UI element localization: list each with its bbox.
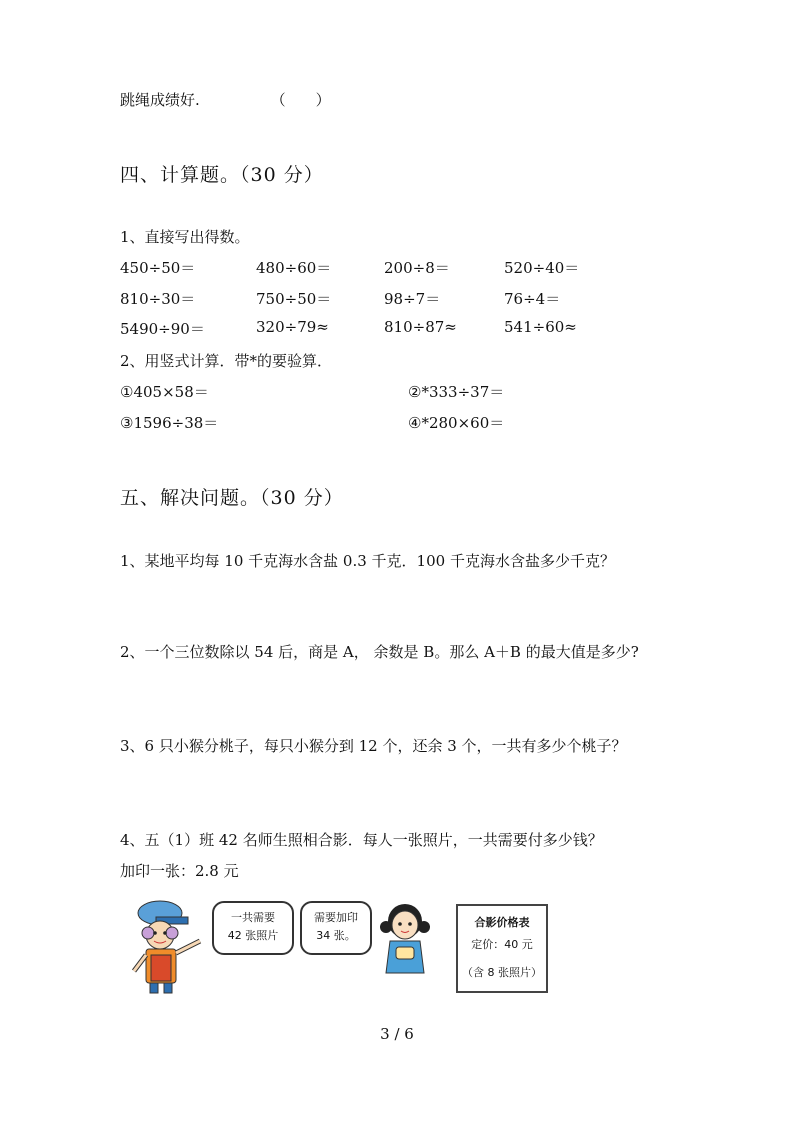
price-table-note: （含 8 张照片） <box>462 966 542 979</box>
girl-with-cap-figure <box>126 895 216 995</box>
bubble-line: 一共需要 <box>231 911 275 924</box>
bubble-line: 需要加印 <box>314 911 358 924</box>
direct-item: 520÷40＝ <box>504 259 580 277</box>
section5-q4-note: 加印一张：2.8 元 <box>120 862 239 880</box>
direct-item: 810÷87≈ <box>384 318 457 336</box>
price-table-price: 定价：40 元 <box>471 938 533 951</box>
section5-q4: 4、五（1）班 42 名师生照相合影．每人一张照片，一共需要付多少钱？ <box>120 831 603 849</box>
direct-item: 320÷79≈ <box>256 318 329 336</box>
speech-bubble-extra <box>300 901 372 955</box>
photo-illustration <box>126 893 556 998</box>
section4-q2-title: 2、用竖式计算．带*的要验算． <box>120 352 333 370</box>
price-table <box>456 904 548 993</box>
section4-q1-title: 1、直接写出得数。 <box>120 228 250 246</box>
vertical-item: ③1596÷38＝ <box>120 414 219 432</box>
direct-item: 98÷7＝ <box>384 290 441 308</box>
vertical-item: ②*333÷37＝ <box>408 383 505 401</box>
vertical-item: ④*280×60＝ <box>408 414 505 432</box>
answer-parentheses: （ ） <box>270 91 331 109</box>
direct-item: 5490÷90＝ <box>120 320 205 338</box>
direct-item: 750÷50＝ <box>256 290 332 308</box>
direct-item: 76÷4＝ <box>504 290 561 308</box>
section5-q1: 1、某地平均每 10 千克海水含盐 0.3 千克．100 千克海水含盐多少千克？ <box>120 552 615 570</box>
tail-text: 跳绳成绩好. <box>120 91 200 109</box>
direct-item: 450÷50＝ <box>120 259 196 277</box>
speech-bubble-total <box>212 901 294 955</box>
direct-item: 200÷8＝ <box>384 259 450 277</box>
section5-q3: 3、6 只小猴分桃子，每只小猴分到 12 个，还余 3 个，一共有多少个桃子？ <box>120 737 627 755</box>
section5-q2: 2、一个三位数除以 54 后，商是 A， 余数是 B。那么 A＋B 的最大值是多少? <box>120 643 639 661</box>
bubble-line: 42 张照片 <box>227 929 279 942</box>
direct-item: 480÷60＝ <box>256 259 332 277</box>
section5-title: 五、解决问题。（30 分） <box>120 487 344 509</box>
previous-question-tail <box>120 89 331 110</box>
direct-item: 541÷60≈ <box>504 318 577 336</box>
price-table-title: 合影价格表 <box>474 916 530 929</box>
girl-with-pigtails-figure <box>374 897 436 975</box>
page-number: 3 / 6 <box>380 1025 414 1043</box>
section4-title: 四、计算题。（30 分） <box>120 164 324 186</box>
vertical-item: ①405×58＝ <box>120 383 209 401</box>
direct-item: 810÷30＝ <box>120 290 196 308</box>
bubble-line: 34 张。 <box>316 929 356 942</box>
